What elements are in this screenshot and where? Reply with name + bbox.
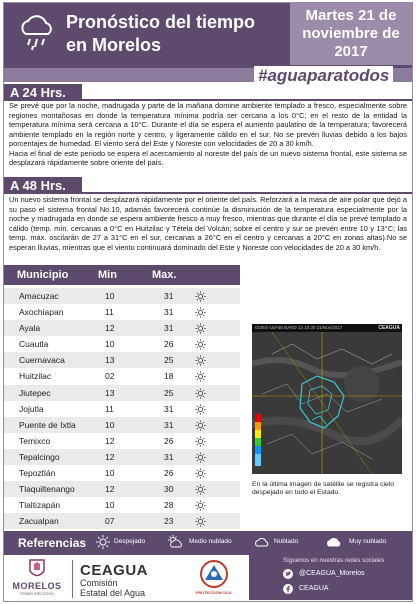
title-line-1: Pronóstico del tiempo — [66, 12, 256, 32]
cell-min: 10 — [105, 339, 115, 350]
sun-icon — [195, 307, 206, 318]
cell-municipio: Puente de Ixtla — [19, 419, 76, 430]
cell-max: 26 — [164, 339, 174, 350]
cell-max: 18 — [164, 371, 174, 382]
morelos-text: MORELOS — [12, 581, 62, 591]
col-max: Max. — [152, 269, 177, 281]
cell-max: 28 — [164, 500, 174, 511]
cell-max: 26 — [164, 468, 174, 479]
footer-divider — [72, 560, 73, 598]
cell-max: 31 — [164, 419, 174, 430]
table-row — [4, 368, 240, 384]
cell-min: 10 — [105, 419, 115, 430]
table-row — [4, 320, 240, 336]
satellite-map — [252, 324, 402, 474]
ceagua-line-2: Estatal del Agua — [80, 588, 146, 598]
facebook-handle[interactable]: CEAGUA — [299, 585, 329, 592]
section-48-divider — [82, 192, 412, 194]
sun-icon — [195, 436, 206, 447]
sun-icon — [195, 420, 206, 431]
sun-icon — [195, 484, 206, 495]
cell-municipio: Tlaltizapán — [19, 500, 61, 511]
ref-muy-nublado: Muy nublado — [349, 538, 387, 545]
cell-max: 25 — [164, 387, 174, 398]
date-line-1: Martes 21 de — [305, 7, 397, 24]
section-48-label: A 48 Hrs. — [4, 177, 82, 194]
cell-municipio: Tlaquiltenango — [19, 484, 75, 495]
cell-min: 12 — [105, 435, 115, 446]
cell-min: 13 — [105, 355, 115, 366]
table-row — [4, 336, 240, 352]
ceagua-logo-text: CEAGUA — [80, 562, 149, 579]
cloud-icon — [254, 535, 270, 549]
date-line-3: 2017 — [334, 43, 368, 60]
cell-municipio: Huitzilac — [19, 371, 52, 382]
morelos-crest-icon — [28, 558, 46, 580]
table-row — [4, 401, 240, 417]
cell-max: 30 — [164, 484, 174, 495]
ref-nublado: Nublado — [274, 538, 299, 545]
cell-municipio: Cuernavaca — [19, 355, 65, 366]
cell-municipio: Tepalcingo — [19, 451, 60, 462]
cell-max: 25 — [164, 355, 174, 366]
cell-municipio: Ayala — [19, 323, 41, 334]
cell-min: 10 — [105, 468, 115, 479]
forecast-table — [4, 288, 240, 529]
ceagua-line-1: Comisión — [80, 578, 118, 588]
cell-min: 13 — [105, 387, 115, 398]
table-row — [4, 304, 240, 320]
table-row — [4, 352, 240, 368]
cell-max: 26 — [164, 435, 174, 446]
sun-icon — [195, 404, 206, 415]
cell-municipio: Temixco — [19, 435, 51, 446]
forecast-24-paragraph-1: Se prevé que por la noche, madrugada y parte de la mañana domine ambiente templado a fresco, especialmente sobre regiones montañosas en donde la temperatura mínima podría ser cercana a los 0°C; en el resto de la entidad la temperatura mínima será cercana a 10°C. Durante el día se espera el aumento paulatino de la temperatura; favorecerá ambiente templado en la región norte y centro, y ligeramente cálido en el sur. No se prevén lluvias debido a los bajos porcentajes de humedad. El viento será del Este y Noreste con velocidades de 20 a 30 km/h. — [9, 101, 407, 148]
satellite-brand: CEAGUA — [378, 325, 400, 331]
proteccion-civil-text: PROTECCIÓN CIVIL — [195, 591, 233, 595]
social-title: Síguenos en nuestras redes sociales — [283, 557, 385, 564]
cell-max: 31 — [164, 403, 174, 414]
cell-min: 10 — [105, 291, 115, 301]
dark-cloud-icon — [326, 535, 342, 549]
table-row — [4, 385, 240, 401]
table-row — [4, 288, 240, 304]
sun-icon — [195, 323, 206, 334]
rain-cloud-icon — [18, 10, 56, 54]
cell-min: 10 — [105, 500, 115, 511]
table-header — [4, 265, 240, 285]
cell-municipio: Jojutla — [19, 403, 44, 414]
morelos-logo — [8, 558, 66, 600]
ref-despejado: Despejado — [114, 538, 146, 545]
sun-icon — [195, 516, 206, 527]
sun-icon — [195, 500, 206, 511]
ref-medio-nublado: Medio nublado — [189, 538, 232, 545]
morelos-subtext: PODER EJECUTIVO — [20, 592, 54, 596]
sun-cloud-icon — [167, 535, 183, 549]
cell-min: 12 — [105, 451, 115, 462]
table-row — [4, 417, 240, 433]
satellite-image — [252, 324, 402, 474]
cell-max: 31 — [164, 451, 174, 462]
sun-icon — [195, 291, 206, 302]
cell-min: 11 — [105, 307, 114, 318]
sun-icon — [195, 339, 206, 350]
table-row — [4, 513, 240, 529]
forecast-24-paragraph-2: Hacia el final de este periodo se espera el acercamiento al noreste del país de un nuevo sistema frontal, este sistema se desplazará rápidamente sobre oriente del país. — [9, 148, 407, 167]
sun-icon — [195, 355, 206, 366]
references-bar — [4, 531, 412, 555]
satellite-header: GOES-16/ABI BAND 13 10:30 21/Nov/2017 — [252, 324, 402, 332]
sun-icon — [195, 388, 206, 399]
date-box — [290, 3, 412, 65]
cell-municipio: Cuautla — [19, 339, 49, 350]
twitter-icon[interactable] — [283, 569, 293, 579]
hashtag: #aguaparatodos — [254, 66, 393, 86]
forecast-48-text: Un nuevo sistema frontal se desplazará rápidamente por el oriente del país. Reforzará a la masa de aire polar que dejó a su paso el sistema frontal No.10, adamás favorecerá continúe la disminución de la temperatura especialmente por la noche y madrugada en donde se espera ambiente fresco a muy fresco, mientras que durante el día se prevé templado a cálido (temp. mín. cercanas a 0°C en Huitzilac y Tétela del Volcán; sobre el centro y sur se prevén entre 10 y 13°C; las temp. máx. oscilarán de 27 a 31°C en el sur, cercanas a 26°C en el centro y cercanas a 20°C en zonas altas).No se esperan lluvias, mientras que el viento continuará dominado del Este y Noreste con velocidades de 20 a 30 km/h. — [9, 195, 407, 252]
table-row — [4, 497, 240, 513]
cell-min: 07 — [105, 516, 115, 527]
table-row — [4, 481, 240, 497]
cell-min: 11 — [105, 403, 114, 414]
title-line-2: en Morelos — [66, 35, 162, 55]
page-title — [66, 11, 286, 57]
cell-min: 12 — [105, 323, 115, 334]
table-row — [4, 465, 240, 481]
facebook-icon[interactable] — [283, 584, 293, 594]
cell-min: 12 — [105, 484, 115, 495]
satellite-caption: En la última imagen de satélite se registra cielo despejado en todo el Estado. — [252, 481, 395, 497]
cell-municipio: Zacualpan — [19, 516, 59, 527]
cell-max: 31 — [164, 323, 174, 334]
cell-municipio: Jiutepec — [19, 387, 51, 398]
cell-municipio: Amacuzac — [19, 291, 59, 301]
cell-municipio: Tepoztlán — [19, 468, 56, 479]
date-line-2: noviembre de — [302, 25, 400, 42]
sun-icon — [195, 452, 206, 463]
col-municipio: Municipio — [17, 269, 69, 281]
twitter-handle[interactable]: @CEAGUA_Morelos — [299, 570, 365, 577]
references-title: Referencias — [18, 536, 87, 550]
cell-min: 02 — [105, 371, 115, 382]
cell-max: 23 — [164, 516, 174, 527]
cell-max: 31 — [164, 307, 174, 318]
sun-icon — [95, 535, 111, 549]
section-24-label: A 24 Hrs. — [4, 84, 82, 101]
social-panel — [249, 555, 412, 600]
table-row — [4, 449, 240, 465]
cell-max: 31 — [164, 291, 174, 301]
forecast-24-text — [9, 101, 407, 168]
table-row — [4, 433, 240, 449]
satellite-color-scale — [255, 414, 261, 466]
col-min: Min — [98, 269, 117, 281]
sun-icon — [195, 371, 206, 382]
sun-icon — [195, 468, 206, 479]
cell-municipio: Axochiapan — [19, 307, 64, 318]
